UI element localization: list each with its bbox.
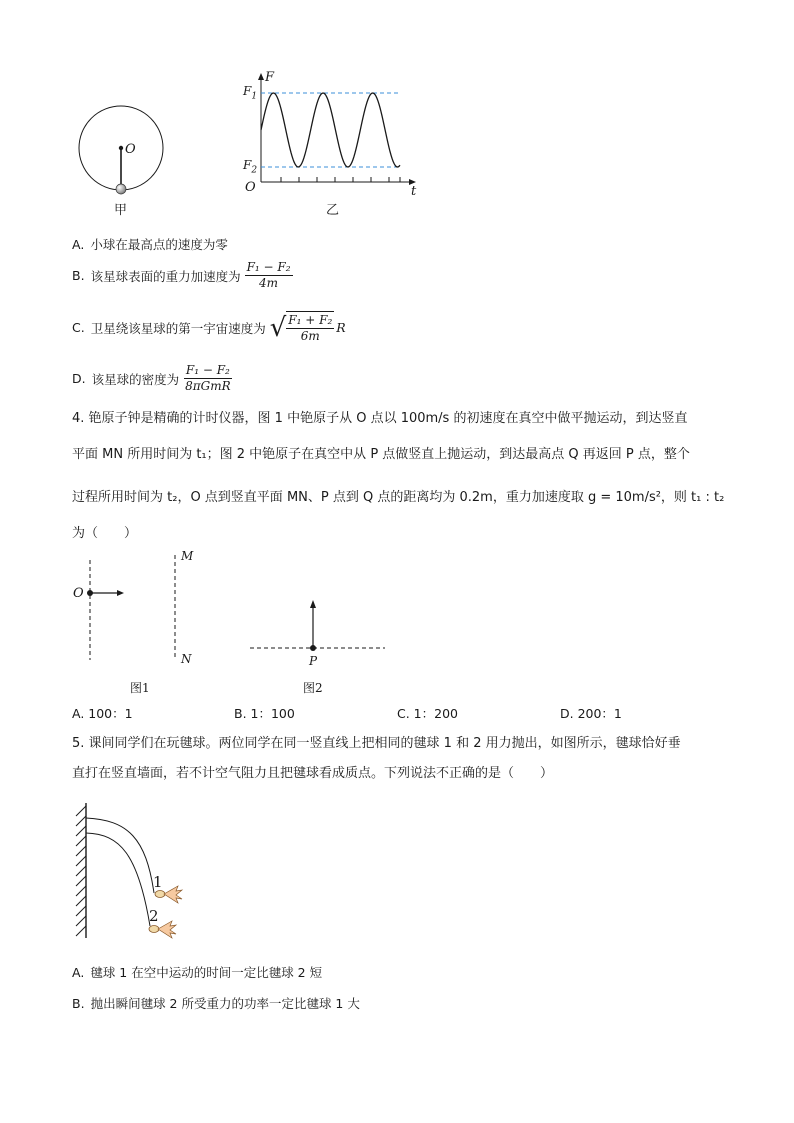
q3-option-c[interactable]: C. 卫星绕该星球的第一宇宙速度为 √ $\frac{\text{F₁ + F₂}}{6m}$ R	[72, 312, 346, 343]
q3-option-a[interactable]: A. 小球在最高点的速度为零	[72, 236, 228, 252]
q5-option-b[interactable]: B. 抛出瞬间毽球 2 所受重力的功率一定比毽球 1 大	[72, 995, 360, 1011]
q4-line1: 4. 铯原子钟是精确的计时仪器，图 1 中铯原子从 O 点以 100m/s 的初速度在真空中做平抛运动，到达竖直	[72, 411, 688, 426]
fig1-label-m: M	[181, 549, 194, 563]
wall-hatching	[76, 806, 86, 936]
velocity-arrow-head	[117, 590, 124, 596]
q4-line2: 平面 MN 所用时间为 t₁；图 2 中铯原子在真空中从 P 点做竖直上抛运动，到达最高点 Q 再返回 P 点，整个	[72, 447, 690, 462]
q4-figure-2	[245, 590, 390, 660]
q3-b-fraction: $\frac{\text{F₁ − F₂}}{4m}$	[246, 260, 291, 290]
yi-axis-x: t	[411, 184, 417, 199]
fig2-caption: 图2	[303, 681, 323, 695]
fig1-caption: 图1	[130, 681, 150, 695]
q3-c-fraction: $\frac{\text{F₁ + F₂}}{6m}$	[288, 313, 333, 343]
center-point	[119, 146, 123, 150]
q4-answer-a[interactable]: A. 100：1	[72, 706, 133, 721]
q4-answer-d[interactable]: D. 200：1	[560, 706, 622, 721]
upward-arrow-head	[310, 600, 316, 608]
jia-center-label: O	[125, 142, 136, 157]
q4-line3: 过程所用时间为 t₂，O 点到竖直平面 MN、P 点到 Q 点的距离均为 0.2m，重力加速度取 g = 10m/s²，则 t₁ : t₂	[72, 490, 725, 505]
q4-answer-b[interactable]: B. 1：100	[234, 706, 295, 721]
yi-origin: O	[245, 180, 256, 195]
trajectory-1	[86, 818, 154, 893]
x-ticks	[281, 177, 400, 182]
force-curve	[261, 93, 400, 167]
fig2-label-p: P	[309, 654, 318, 668]
q3-option-d[interactable]: D. 该星球的密度为 $\frac{\text{F₁ − F₂}}{\text{8πGmR}}$	[72, 363, 231, 393]
q4-answer-c[interactable]: C. 1：200	[397, 706, 458, 721]
sqrt-sign: √	[269, 312, 287, 343]
point-p	[310, 645, 316, 651]
yi-level-high: $F_1$	[243, 84, 258, 102]
q4-line4: 为（ ）	[72, 526, 138, 541]
q5-figure	[68, 798, 198, 948]
q5-line2: 直打在竖直墙面，若不计空气阻力且把毽球看成质点。下列说法不正确的是（ ）	[72, 766, 554, 781]
q3-option-b[interactable]: B. 该星球表面的重力加速度为 $\frac{\text{F₁ − F₂}}{4m}$	[72, 260, 291, 290]
q5-label-1: 1	[153, 873, 163, 891]
ball	[116, 184, 126, 194]
yi-level-low: $F_2$	[243, 158, 258, 176]
fig1-label-n: N	[181, 652, 192, 666]
figure-yi	[240, 70, 430, 200]
y-arrow	[258, 73, 264, 80]
yi-caption: 乙	[326, 203, 340, 218]
jia-caption: 甲	[114, 203, 128, 218]
q5-label-2: 2	[149, 907, 159, 925]
q3-d-fraction: $\frac{\text{F₁ − F₂}}{\text{8πGmR}}$	[185, 363, 231, 393]
q5-option-a[interactable]: A. 毽球 1 在空中运动的时间一定比毽球 2 短	[72, 964, 323, 980]
fig1-label-o: O	[73, 586, 84, 601]
yi-axis-y: F	[265, 70, 275, 85]
q5-line1: 5. 课间同学们在玩毽球。两位同学在同一竖直线上把相同的毽球 1 和 2 用力抛出，如图所示，毽球恰好垂	[72, 736, 681, 751]
